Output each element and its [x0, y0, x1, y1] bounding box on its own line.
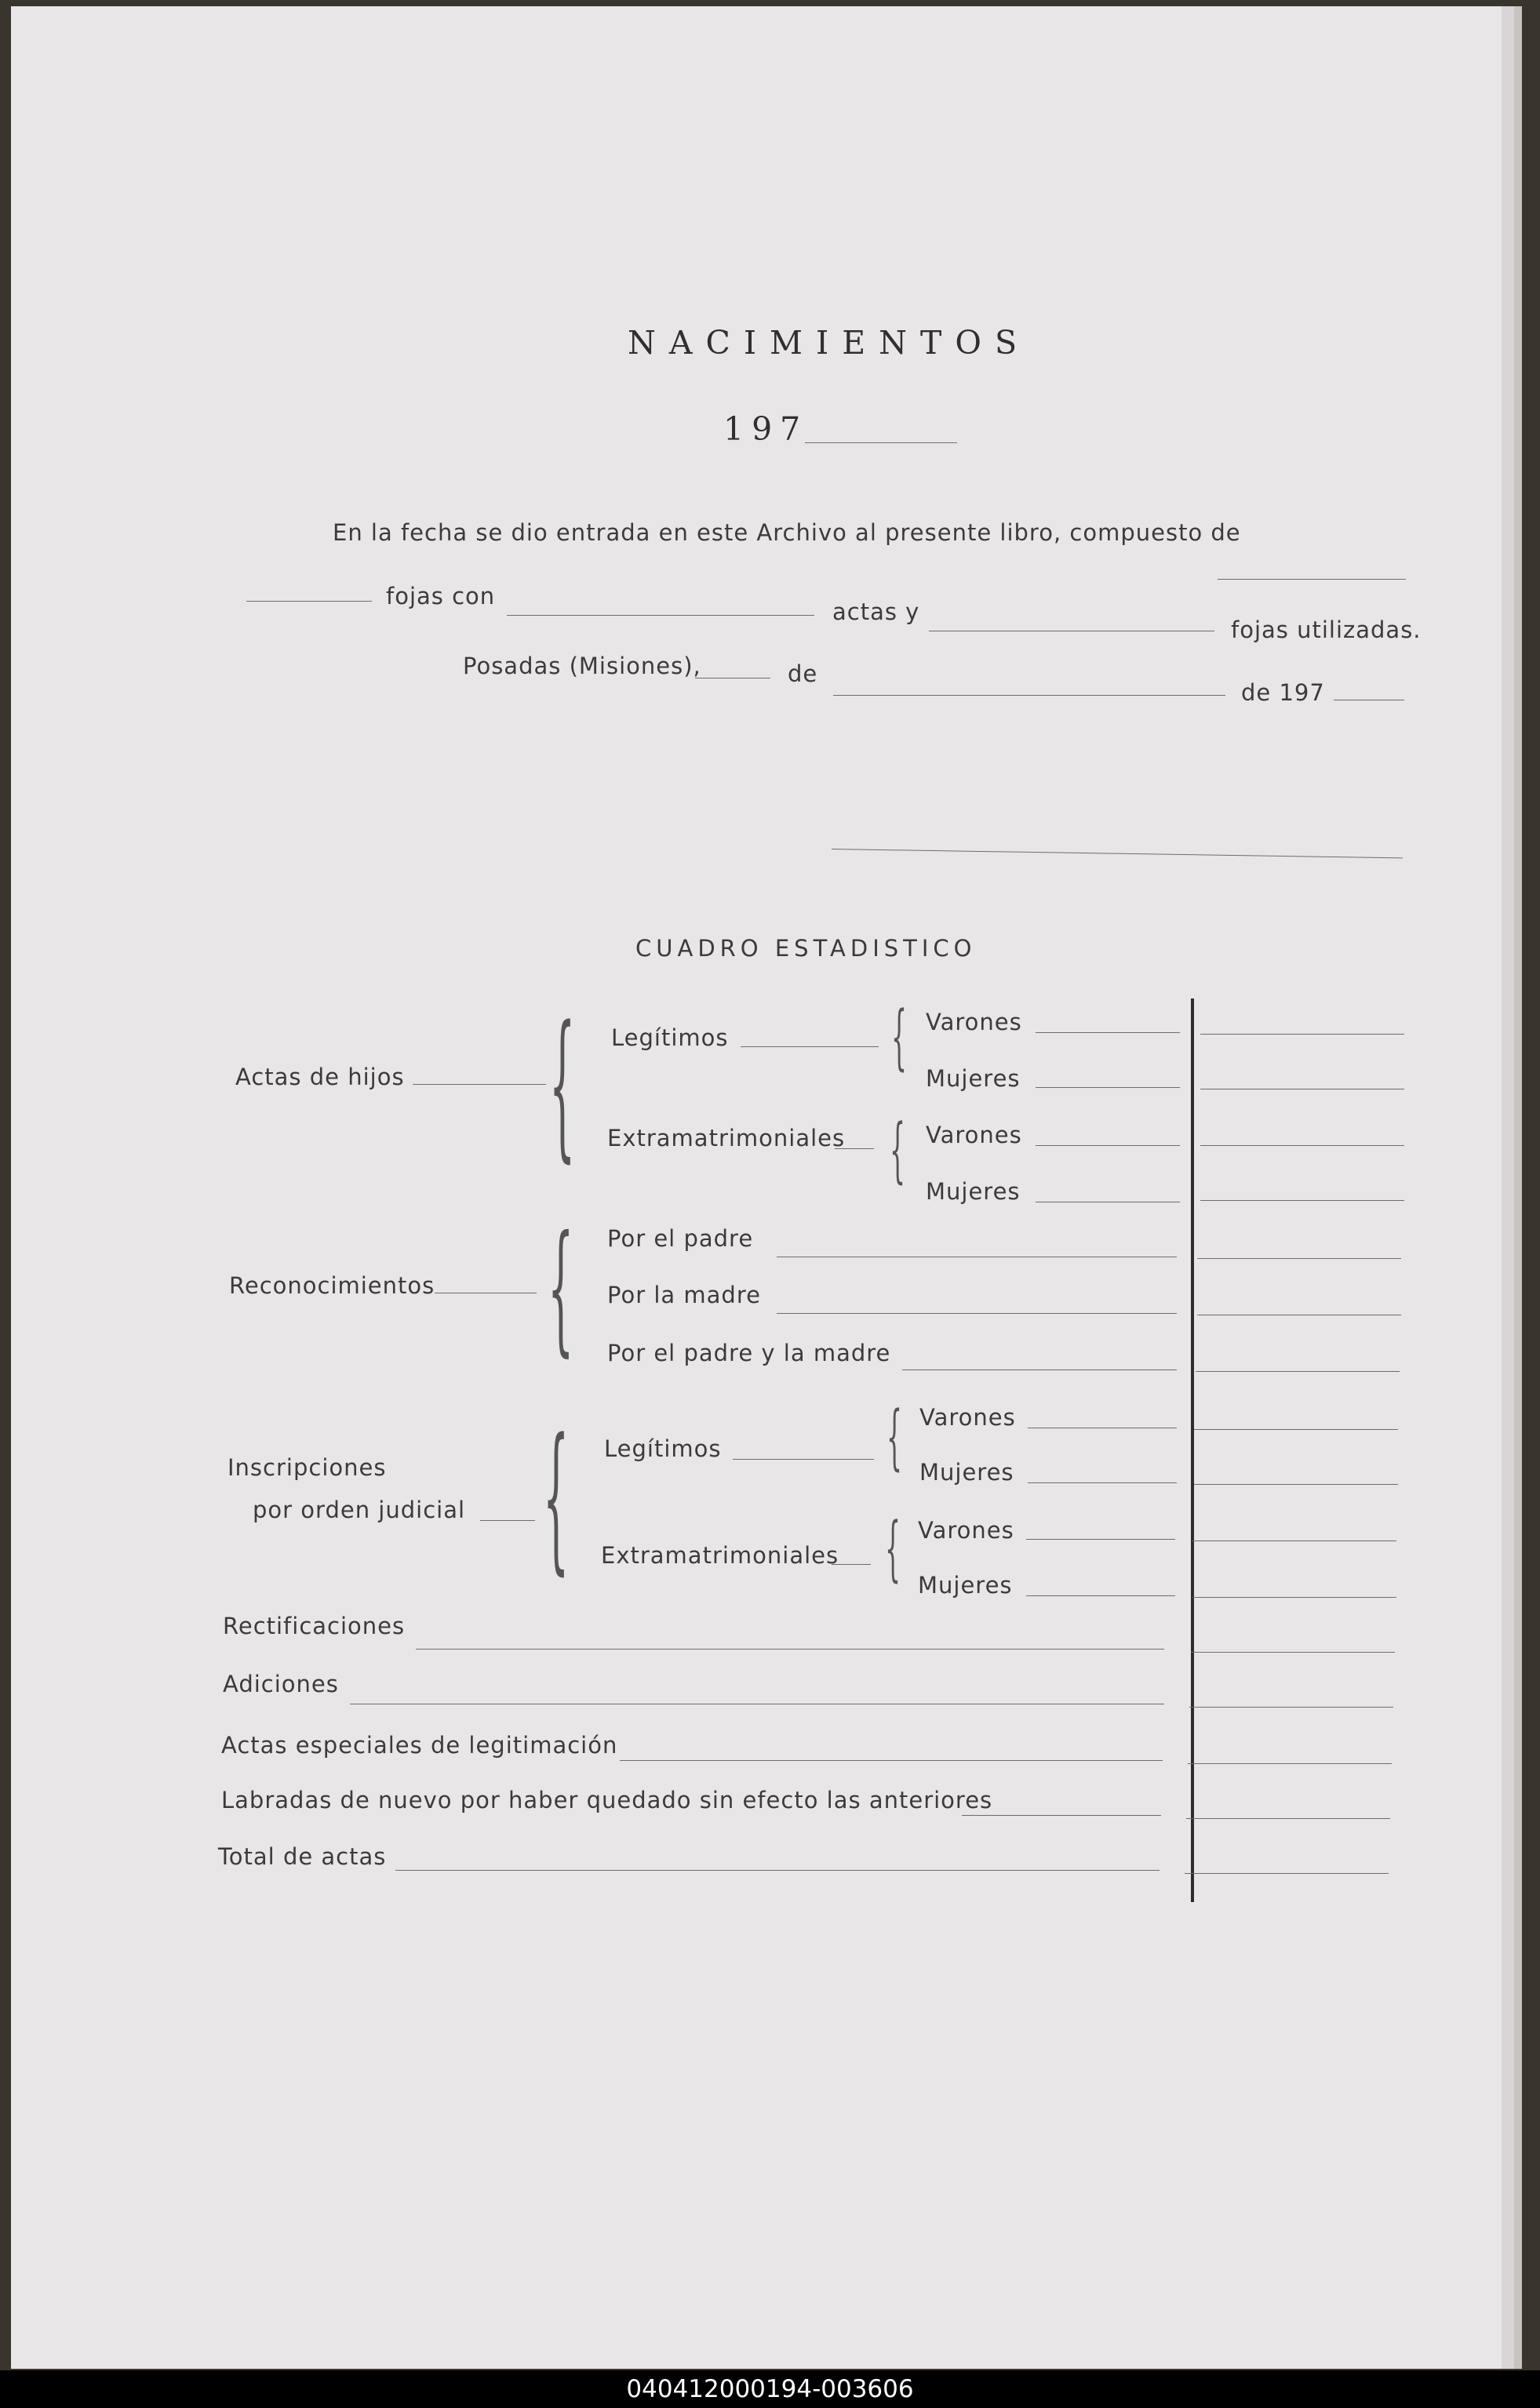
mujeres-total-3[interactable]	[1194, 1484, 1398, 1485]
por-el-padre-label: Por el padre	[607, 1225, 754, 1252]
legitimacion-label: Actas especiales de legitimación	[221, 1732, 618, 1759]
actas-de-hijos-label: Actas de hijos	[235, 1064, 405, 1090]
signature-line[interactable]	[832, 849, 1403, 858]
total-de-actas-label: Total de actas	[218, 1843, 387, 1870]
varones-total-1[interactable]	[1200, 1034, 1404, 1035]
mujeres-blank-3[interactable]	[1028, 1482, 1177, 1483]
document-page	[11, 6, 1514, 2369]
legitimos-label: Legítimos	[604, 1435, 722, 1462]
rectificaciones-label: Rectificaciones	[223, 1613, 406, 1639]
mujeres-blank-1[interactable]	[1036, 1087, 1180, 1088]
fojas-utilizadas-label: fojas utilizadas.	[1231, 617, 1422, 643]
labradas-label: Labradas de nuevo por haber quedado sin efecto las anteriores	[221, 1787, 993, 1813]
varones-total-3[interactable]	[1194, 1429, 1398, 1430]
mujeres-label: Mujeres	[926, 1065, 1021, 1092]
varones-blank-1[interactable]	[1036, 1032, 1180, 1033]
compuesto-blank[interactable]	[1218, 579, 1406, 580]
de-197-label: de 197	[1241, 679, 1325, 706]
varones-total-2[interactable]	[1200, 1145, 1404, 1146]
total-de-actas-blank[interactable]	[395, 1870, 1160, 1871]
mujeres-label: Mujeres	[926, 1178, 1021, 1205]
por-el-padre-total[interactable]	[1197, 1258, 1401, 1259]
por-ambos-total[interactable]	[1196, 1371, 1400, 1372]
page-title: NACIMIENTOS	[628, 324, 1031, 362]
posadas-label: Posadas (Misiones),	[463, 653, 701, 679]
labradas-total[interactable]	[1186, 1818, 1390, 1819]
inscripciones-brace: {	[543, 1406, 570, 1590]
mujeres-label: Mujeres	[918, 1572, 1013, 1599]
varones-total-4[interactable]	[1192, 1540, 1396, 1541]
total-de-actas-total[interactable]	[1185, 1873, 1389, 1874]
fojas-con-label: fojas con	[386, 583, 496, 609]
column-divider	[1191, 998, 1194, 1902]
legitimacion-blank[interactable]	[620, 1760, 1163, 1761]
por-ambos-label: Por el padre y la madre	[607, 1340, 891, 1366]
mujeres-blank-4[interactable]	[1026, 1595, 1175, 1596]
rectificaciones-blank[interactable]	[416, 1649, 1164, 1650]
legitimos-blank[interactable]	[741, 1046, 879, 1047]
por-la-madre-label: Por la madre	[607, 1282, 761, 1308]
de-label: de	[788, 660, 818, 687]
legitimos-brace-2: {	[887, 1396, 903, 1479]
varones-label: Varones	[919, 1404, 1016, 1431]
extramatrimoniales-blank-2[interactable]	[832, 1564, 871, 1565]
fojas-blank[interactable]	[246, 601, 372, 602]
extramatrimoniales-blank[interactable]	[835, 1148, 874, 1149]
adiciones-label: Adiciones	[223, 1671, 339, 1697]
actas-de-hijos-brace: {	[549, 993, 576, 1177]
varones-blank-2[interactable]	[1036, 1145, 1180, 1146]
actas-y-label: actas y	[832, 598, 920, 625]
por-orden-judicial-label: por orden judicial	[253, 1497, 466, 1523]
year-blank[interactable]	[805, 442, 957, 443]
legitimos-blank-2[interactable]	[733, 1459, 874, 1460]
mujeres-label: Mujeres	[919, 1459, 1014, 1486]
extramatrimoniales-label: Extramatrimoniales	[607, 1125, 846, 1151]
legitimacion-total[interactable]	[1188, 1763, 1392, 1764]
month-blank[interactable]	[833, 695, 1225, 696]
year-label: 197	[723, 410, 809, 448]
reconocimientos-label: Reconocimientos	[229, 1272, 435, 1299]
varones-blank-4[interactable]	[1026, 1539, 1175, 1540]
mujeres-total-4[interactable]	[1192, 1597, 1396, 1598]
archive-id: 040412000194-003606	[626, 2375, 914, 2403]
extramatrimoniales-brace: {	[890, 1109, 906, 1191]
actas-blank[interactable]	[507, 615, 814, 616]
varones-label: Varones	[926, 1009, 1022, 1035]
actas-de-hijos-blank[interactable]	[413, 1084, 546, 1085]
adiciones-total[interactable]	[1189, 1707, 1393, 1708]
inscripciones-blank[interactable]	[480, 1520, 535, 1521]
por-la-madre-blank[interactable]	[777, 1313, 1177, 1314]
inscripciones-label: Inscripciones	[228, 1454, 387, 1481]
extramatrimoniales-brace-2: {	[885, 1508, 901, 1590]
rectificaciones-total[interactable]	[1191, 1652, 1395, 1653]
table-title: CUADRO ESTADISTICO	[635, 935, 977, 962]
labradas-blank[interactable]	[962, 1815, 1161, 1816]
legitimos-label: Legítimos	[611, 1024, 729, 1051]
entry-line-1: En la fecha se dio entrada en este Archivo al presente libro, compuesto de	[333, 519, 1241, 546]
varones-label: Varones	[918, 1517, 1014, 1544]
reconocimientos-brace: {	[548, 1206, 574, 1370]
mujeres-total-2[interactable]	[1200, 1200, 1404, 1201]
varones-label: Varones	[926, 1122, 1022, 1148]
archive-id-bar	[0, 2370, 1540, 2408]
legitimos-brace: {	[891, 996, 908, 1079]
extramatrimoniales-label: Extramatrimoniales	[601, 1542, 839, 1569]
